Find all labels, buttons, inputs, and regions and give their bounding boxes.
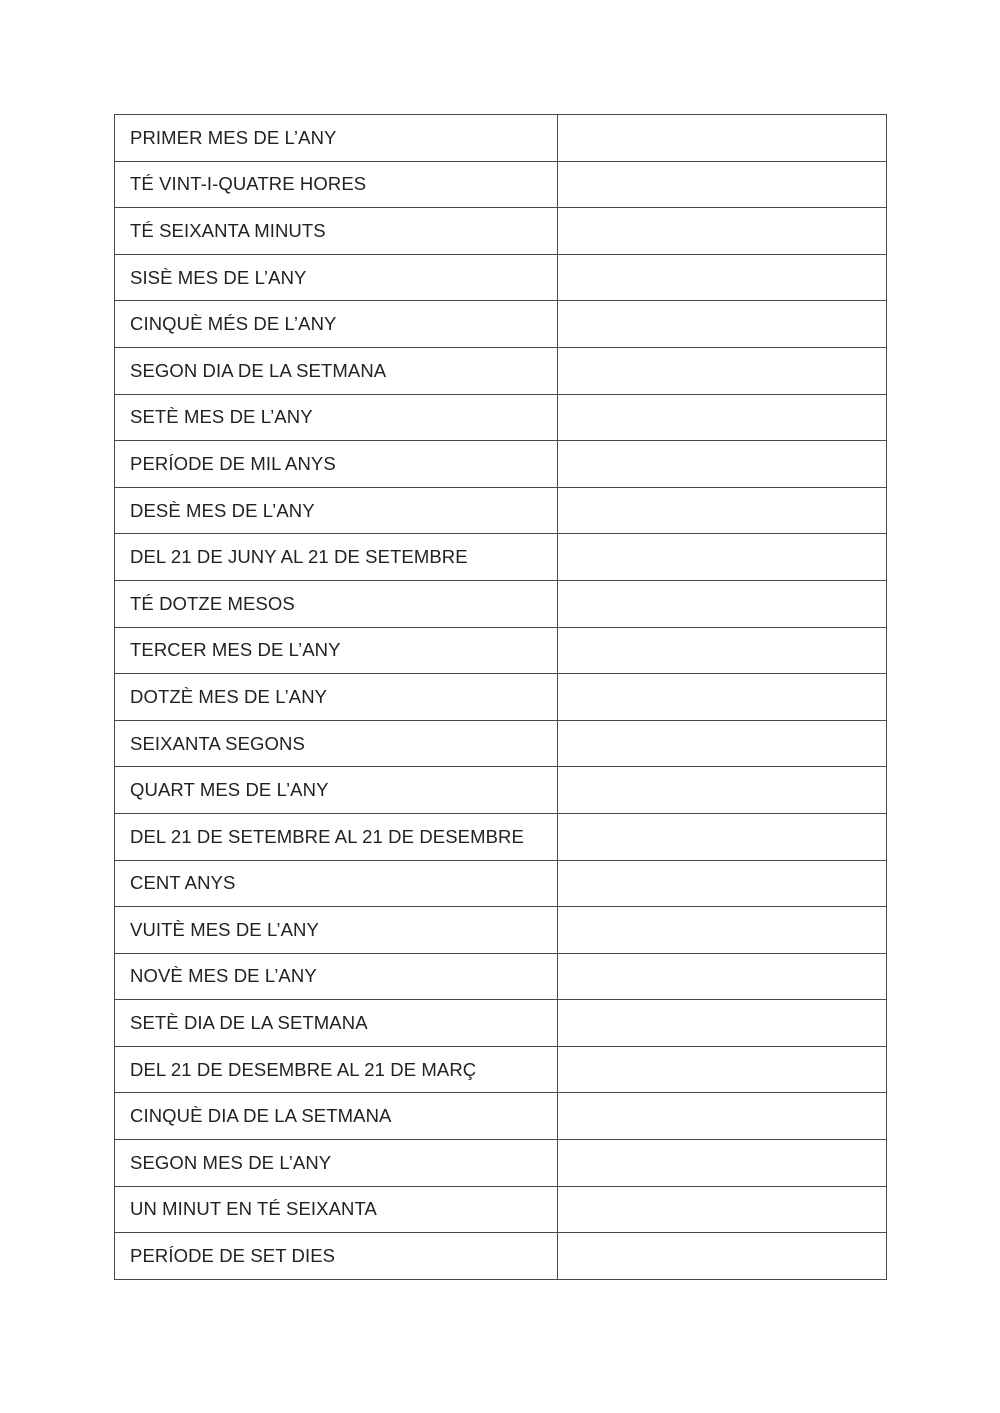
clue-cell: SEGON MES DE L’ANY — [115, 1140, 558, 1187]
answer-cell — [558, 1186, 887, 1233]
answer-cell — [558, 953, 887, 1000]
answer-cell — [558, 441, 887, 488]
answer-field[interactable] — [558, 208, 886, 254]
clue-cell: VUITÈ MES DE L’ANY — [115, 907, 558, 954]
answer-cell — [558, 813, 887, 860]
answer-cell — [558, 767, 887, 814]
table-row — [115, 953, 887, 1000]
answer-cell — [558, 347, 887, 394]
answer-field[interactable] — [558, 1233, 886, 1279]
answer-cell — [558, 720, 887, 767]
answer-field[interactable] — [558, 441, 886, 487]
clue-cell: CINQUÈ MÉS DE L’ANY — [115, 301, 558, 348]
clue-cell: DEL 21 DE JUNY AL 21 DE SETEMBRE — [115, 534, 558, 581]
clue-cell: SEGON DIA DE LA SETMANA — [115, 347, 558, 394]
table-row — [115, 1140, 887, 1187]
clue-cell: NOVÈ MES DE L’ANY — [115, 953, 558, 1000]
answer-cell — [558, 674, 887, 721]
answer-cell — [558, 1233, 887, 1280]
worksheet-body — [115, 115, 887, 1280]
clue-cell: CINQUÈ DIA DE LA SETMANA — [115, 1093, 558, 1140]
clue-cell: TÉ SEIXANTA MINUTS — [115, 208, 558, 255]
clue-cell: SEIXANTA SEGONS — [115, 720, 558, 767]
clue-cell: TÉ DOTZE MESOS — [115, 580, 558, 627]
table-row — [115, 720, 887, 767]
answer-cell — [558, 1046, 887, 1093]
clue-cell: PERÍODE DE SET DIES — [115, 1233, 558, 1280]
clue-cell: QUART MES DE L’ANY — [115, 767, 558, 814]
answer-cell — [558, 394, 887, 441]
answer-field[interactable] — [558, 674, 886, 720]
answer-field[interactable] — [558, 162, 886, 208]
answer-field[interactable] — [558, 954, 886, 1000]
answer-cell — [558, 1140, 887, 1187]
answer-field[interactable] — [558, 1047, 886, 1093]
clue-cell: PRIMER MES DE L’ANY — [115, 115, 558, 162]
clue-cell: DEL 21 DE SETEMBRE AL 21 DE DESEMBRE — [115, 813, 558, 860]
answer-field[interactable] — [558, 907, 886, 953]
answer-cell — [558, 301, 887, 348]
answer-field[interactable] — [558, 534, 886, 580]
answer-field[interactable] — [558, 348, 886, 394]
clue-cell: CENT ANYS — [115, 860, 558, 907]
answer-cell — [558, 161, 887, 208]
answer-field[interactable] — [558, 814, 886, 860]
answer-field[interactable] — [558, 1140, 886, 1186]
answer-cell — [558, 580, 887, 627]
table-row — [115, 161, 887, 208]
answer-cell — [558, 534, 887, 581]
answer-cell — [558, 115, 887, 162]
answer-field[interactable] — [558, 1000, 886, 1046]
clue-cell: SETÈ DIA DE LA SETMANA — [115, 1000, 558, 1047]
clue-cell: DESÈ MES DE L’ANY — [115, 487, 558, 534]
table-row — [115, 347, 887, 394]
clue-cell: TÉ VINT-I-QUATRE HORES — [115, 161, 558, 208]
table-row — [115, 907, 887, 954]
table-row — [115, 1233, 887, 1280]
answer-field[interactable] — [558, 255, 886, 301]
clue-cell: SETÈ MES DE L’ANY — [115, 394, 558, 441]
table-row — [115, 580, 887, 627]
clue-cell: DOTZÈ MES DE L’ANY — [115, 674, 558, 721]
table-row — [115, 767, 887, 814]
clue-cell: SISÈ MES DE L’ANY — [115, 254, 558, 301]
worksheet-table — [114, 114, 887, 1280]
table-row — [115, 441, 887, 488]
answer-field[interactable] — [558, 581, 886, 627]
answer-field[interactable] — [558, 721, 886, 767]
table-row — [115, 1046, 887, 1093]
clue-cell: UN MINUT EN TÉ SEIXANTA — [115, 1186, 558, 1233]
answer-cell — [558, 860, 887, 907]
table-row — [115, 394, 887, 441]
table-row — [115, 1000, 887, 1047]
table-row — [115, 627, 887, 674]
answer-cell — [558, 1093, 887, 1140]
table-row — [115, 813, 887, 860]
table-row — [115, 487, 887, 534]
answer-field[interactable] — [558, 1187, 886, 1233]
table-row — [115, 534, 887, 581]
answer-cell — [558, 487, 887, 534]
clue-cell: TERCER MES DE L’ANY — [115, 627, 558, 674]
table-row — [115, 254, 887, 301]
answer-cell — [558, 208, 887, 255]
answer-field[interactable] — [558, 301, 886, 347]
answer-field[interactable] — [558, 628, 886, 674]
answer-field[interactable] — [558, 1093, 886, 1139]
table-row — [115, 208, 887, 255]
clue-cell: DEL 21 DE DESEMBRE AL 21 DE MARÇ — [115, 1046, 558, 1093]
table-row — [115, 1093, 887, 1140]
answer-field[interactable] — [558, 115, 886, 161]
answer-cell — [558, 254, 887, 301]
answer-field[interactable] — [558, 395, 886, 441]
answer-cell — [558, 1000, 887, 1047]
answer-cell — [558, 627, 887, 674]
table-row — [115, 860, 887, 907]
answer-cell — [558, 907, 887, 954]
table-row — [115, 674, 887, 721]
table-row — [115, 115, 887, 162]
table-row — [115, 1186, 887, 1233]
answer-field[interactable] — [558, 861, 886, 907]
table-row — [115, 301, 887, 348]
answer-field[interactable] — [558, 488, 886, 534]
answer-field[interactable] — [558, 767, 886, 813]
clue-cell: PERÍODE DE MIL ANYS — [115, 441, 558, 488]
